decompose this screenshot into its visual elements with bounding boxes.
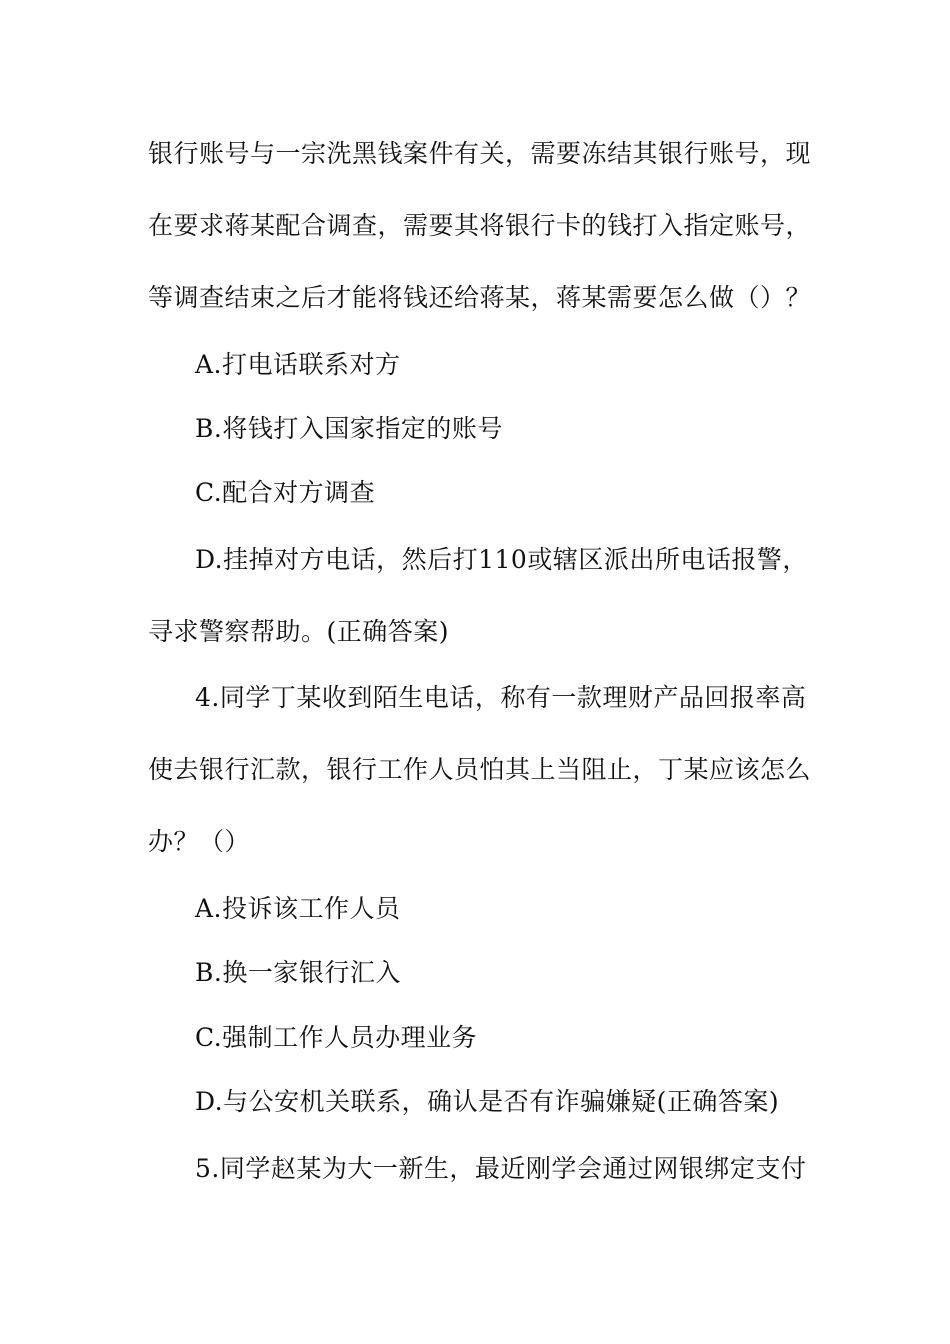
- option-c: C.强制工作人员办理业务: [195, 1023, 478, 1052]
- paragraph-line: 使去银行汇款，银行工作人员怕其上当阻止，丁某应该怎么: [148, 755, 812, 784]
- option-a: A.投诉该工作人员: [195, 894, 401, 923]
- paragraph-line: 寻求警察帮助。(正确答案): [148, 617, 450, 646]
- option-c: C.配合对方调查: [195, 478, 376, 507]
- paragraph-line: 办？（）: [148, 827, 251, 856]
- option-d: D.挂掉对方电话，然后打110或辖区派出所电话报警，: [195, 545, 808, 574]
- option-d: D.与公安机关联系，确认是否有诈骗嫌疑(正确答案): [195, 1087, 780, 1116]
- option-b: B.换一家银行汇入: [195, 958, 401, 987]
- option-b: B.将钱打入国家指定的账号: [195, 414, 503, 443]
- paragraph-line: 在要求蒋某配合调查，需要其将银行卡的钱打入指定账号，: [148, 211, 812, 240]
- question-4: 4.同学丁某收到陌生电话，称有一款理财产品回报率高: [195, 683, 807, 712]
- question-5: 5.同学赵某为大一新生，最近刚学会通过网银绑定支付: [195, 1154, 807, 1183]
- paragraph-line: 等调查结束之后才能将钱还给蒋某，蒋某需要怎么做（）？: [148, 283, 812, 312]
- paragraph-line: 银行账号与一宗洗黑钱案件有关，需要冻结其银行账号，现: [148, 139, 812, 168]
- option-a: A.打电话联系对方: [195, 350, 401, 379]
